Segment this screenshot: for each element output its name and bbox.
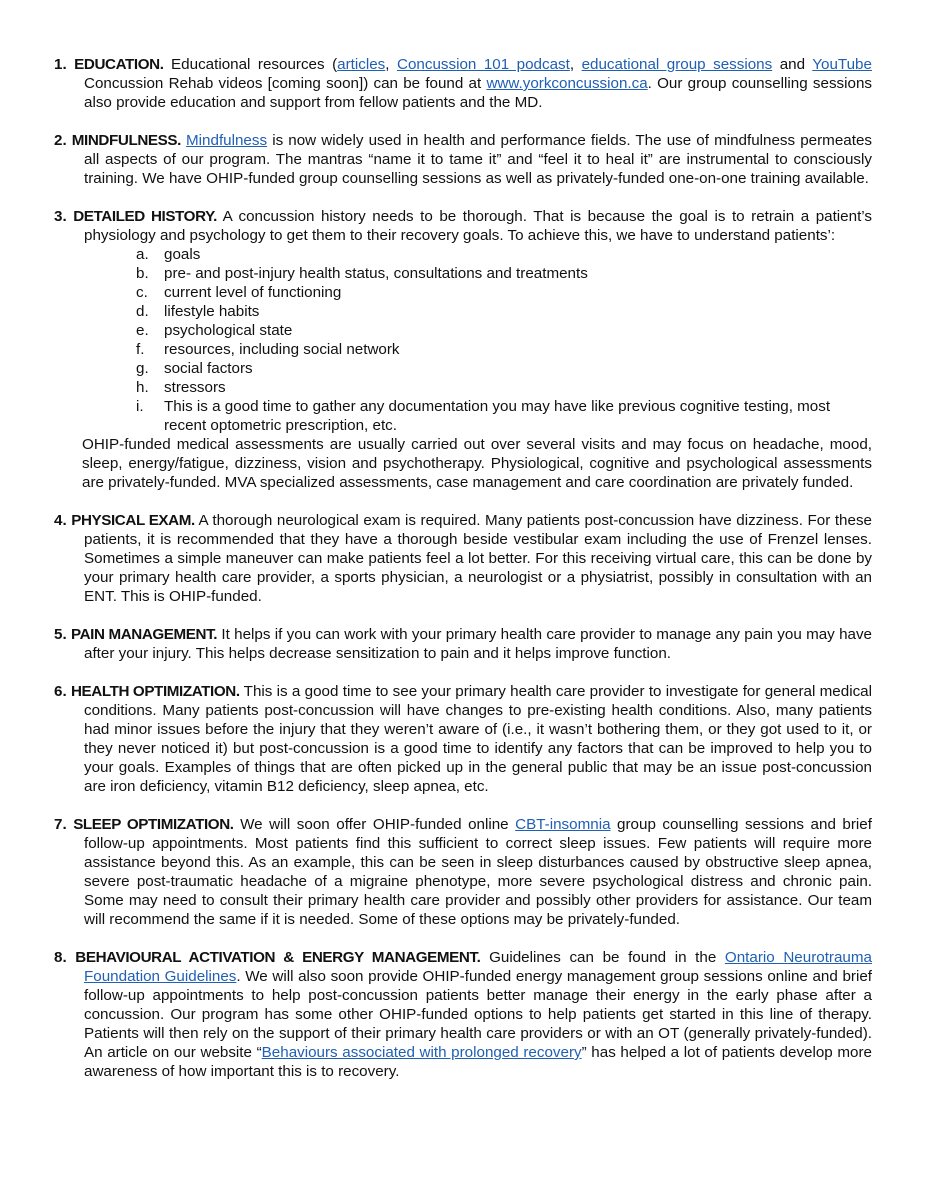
section-paragraph	[54, 682, 872, 796]
section-heading: MINDFULNESS.	[71, 132, 181, 149]
list-item-text: This is a good time to gather any documentation you may have like previous cognitive testing, most recent optometric prescription, etc.	[164, 398, 831, 434]
section-pain-management	[54, 625, 872, 663]
section-number: 2.	[54, 132, 67, 149]
section-number: 3.	[54, 208, 67, 225]
concussion-101-podcast-link[interactable]: Concussion 101 podcast	[396, 56, 570, 73]
section-detailed-history	[54, 207, 872, 492]
list-item	[136, 245, 872, 264]
list-item	[136, 359, 872, 378]
mindfulness-link[interactable]: Mindfulness	[186, 132, 268, 149]
list-marker: g.	[136, 360, 149, 377]
text-run: ” has helped a lot of patients develop more awareness of how important this is to recovery.	[84, 1044, 872, 1080]
text-run: . Our group counselling sessions also provide education and support from fellow patients and the MD.	[84, 75, 872, 111]
text-run: Guidelines can be found in the	[489, 949, 725, 966]
articles-link[interactable]: articles	[337, 56, 386, 73]
list-item-text: current level of functioning	[164, 284, 342, 301]
text-run: group counselling sessions and brief follow-up appointments. Most patients find this sufficient to correct sleep issues. Few patients will require more assistance beyond this. As an example, this can be seen in sleep disturbances caused by obstructive sleep apnea, severe post-traumatic headache of a migraine phenotype, more severe psychological distress and chronic pain. Some may need to consult their primary health care provider and possibly other providers for assistance. Our team will recommend the same if it is needed. Some of these options may be privately-funded.	[84, 816, 872, 928]
section-sleep-optimization	[54, 815, 872, 929]
list-marker: d.	[136, 303, 149, 320]
section-heading: BEHAVIOURAL ACTIVATION & ENERGY MANAGEMENT.	[75, 949, 481, 966]
section-paragraph	[54, 131, 872, 188]
list-item-text: pre- and post-injury health status, consultations and treatments	[164, 265, 588, 282]
section-number: 4.	[54, 512, 67, 529]
section-number: 7.	[54, 816, 67, 833]
list-item-text: lifestyle habits	[164, 303, 260, 320]
list-marker: a.	[136, 246, 149, 263]
text-run: Concussion Rehab videos [coming soon]) can be found at	[84, 75, 487, 92]
list-marker: c.	[136, 284, 148, 301]
history-sublist	[54, 245, 872, 435]
list-item	[136, 283, 872, 302]
section-number: 5.	[54, 626, 67, 643]
section-text: This is a good time to see your primary health care provider to investigate for general medical conditions. Many patients post-concussion will have changes to pre-existing health conditions. Also, many patients had minor issues before the injury that they weren’t aware of (i.e., it wasn’t bothering them, or they got used to it, or they never noticed it) but post-concussion is a good time to identify any factors that can be improved to help you to your goals. Examples of things that are often picked up in the general public that may be an issue post-concussion are iron deficiency, vitamin B12 deficiency, sleep apnea, etc.	[84, 683, 872, 795]
section-text: It helps if you can work with your primary health care provider to manage any pain you may have after your injury. This helps decrease sensitization to pain and it helps improve function.	[84, 626, 872, 662]
section-paragraph	[54, 55, 872, 112]
list-item-text: goals	[164, 246, 201, 263]
section-text: A concussion history needs to be thorough. That is because the goal is to retrain a patient’s physiology and psychology to get them to their recovery goals. To achieve this, we have to understand patients’:	[84, 208, 872, 244]
section-heading: DETAILED HISTORY.	[73, 208, 217, 225]
section-heading: HEALTH OPTIMIZATION.	[70, 683, 240, 700]
website-link[interactable]: www.yorkconcussion.ca	[486, 75, 648, 92]
list-item	[136, 302, 872, 321]
text-run: ,	[569, 56, 582, 73]
list-item-text: social factors	[164, 360, 253, 377]
list-marker: f.	[136, 341, 145, 358]
prolonged-recovery-article-link[interactable]: Behaviours associated with prolonged recovery	[261, 1044, 582, 1061]
list-item	[136, 340, 872, 359]
text-run: and	[772, 56, 813, 73]
section-heading: EDUCATION.	[74, 56, 164, 73]
section-paragraph	[54, 948, 872, 1081]
section-health-optimization	[54, 682, 872, 796]
list-item	[136, 264, 872, 283]
list-item	[136, 321, 872, 340]
list-marker: i.	[136, 398, 144, 415]
text-run: ,	[385, 56, 397, 73]
text-run: is now widely used in health and performance fields. The use of mindfulness permeates all aspects of our program. The mantras “name it to tame it” and “feel it to heal it” are instrumental to consciously training. We have OHIP-funded group counselling sessions as well as privately-funded one-on-one training available.	[84, 132, 872, 187]
assessment-paragraph: OHIP-funded medical assessments are usually carried out over several visits and may focus on headache, mood, sleep, energy/fatigue, dizziness, vision and psychotherapy. Physiological, cognitive and psychological assessments are privately-funded. MVA specialized assessments, case management and care coordination are privately funded.	[82, 436, 872, 491]
text-run: We will soon offer OHIP-funded online	[240, 816, 516, 833]
list-item-text: psychological state	[164, 322, 293, 339]
section-mindfulness	[54, 131, 872, 188]
section-paragraph	[54, 207, 872, 245]
section-education	[54, 55, 872, 112]
list-item	[136, 397, 872, 435]
section-text: A thorough neurological exam is required. Many patients post-concussion have dizziness. For these patients, it is recommended that they have a thorough beside vestibular exam including the use of Frenzel lenses. Sometimes a simple maneuver can make patients feel a lot better. For this receiving virtual care, this can be done by your primary health care provider, a sports physician, a neurologist or a physiatrist, possibly in consultation with an ENT. This is OHIP-funded.	[84, 512, 872, 605]
section-paragraph	[54, 625, 872, 663]
section-number: 1.	[54, 56, 67, 73]
ontario-neurotrauma-guidelines-link[interactable]: Ontario Neurotrauma Foundation Guidelines	[84, 949, 872, 985]
list-marker: b.	[136, 265, 149, 282]
list-item-text: stressors	[164, 379, 226, 396]
section-paragraph	[54, 511, 872, 606]
youtube-link[interactable]: YouTube	[812, 56, 872, 73]
educational-group-sessions-link[interactable]: educational group sessions	[581, 56, 773, 73]
section-heading: SLEEP OPTIMIZATION.	[73, 816, 234, 833]
section-number: 8.	[54, 949, 67, 966]
list-marker: e.	[136, 322, 149, 339]
section-number: 6.	[54, 683, 67, 700]
text-run: Educational resources (	[171, 56, 338, 73]
list-item-text: resources, including social network	[164, 341, 400, 358]
cbt-insomnia-link[interactable]: CBT-insomnia	[515, 816, 611, 833]
section-heading: PHYSICAL EXAM.	[71, 512, 195, 529]
list-marker: h.	[136, 379, 149, 396]
section-physical-exam	[54, 511, 872, 606]
section-heading: PAIN MANAGEMENT.	[70, 626, 218, 643]
section-behavioural-activation	[54, 948, 872, 1081]
text-run: . We will also soon provide OHIP-funded energy management group sessions online and brief follow-up appointments to help post-concussion patients better manage their energy in the early phase after a concussion. Our program has some other OHIP-funded options to help patients get started in this line of therapy. Patients will then rely on the support of their primary health care providers or with an OT (generally privately-funded). An article on our website “	[84, 968, 872, 1061]
list-item	[136, 378, 872, 397]
section-paragraph	[54, 815, 872, 929]
document-page	[54, 55, 872, 1100]
